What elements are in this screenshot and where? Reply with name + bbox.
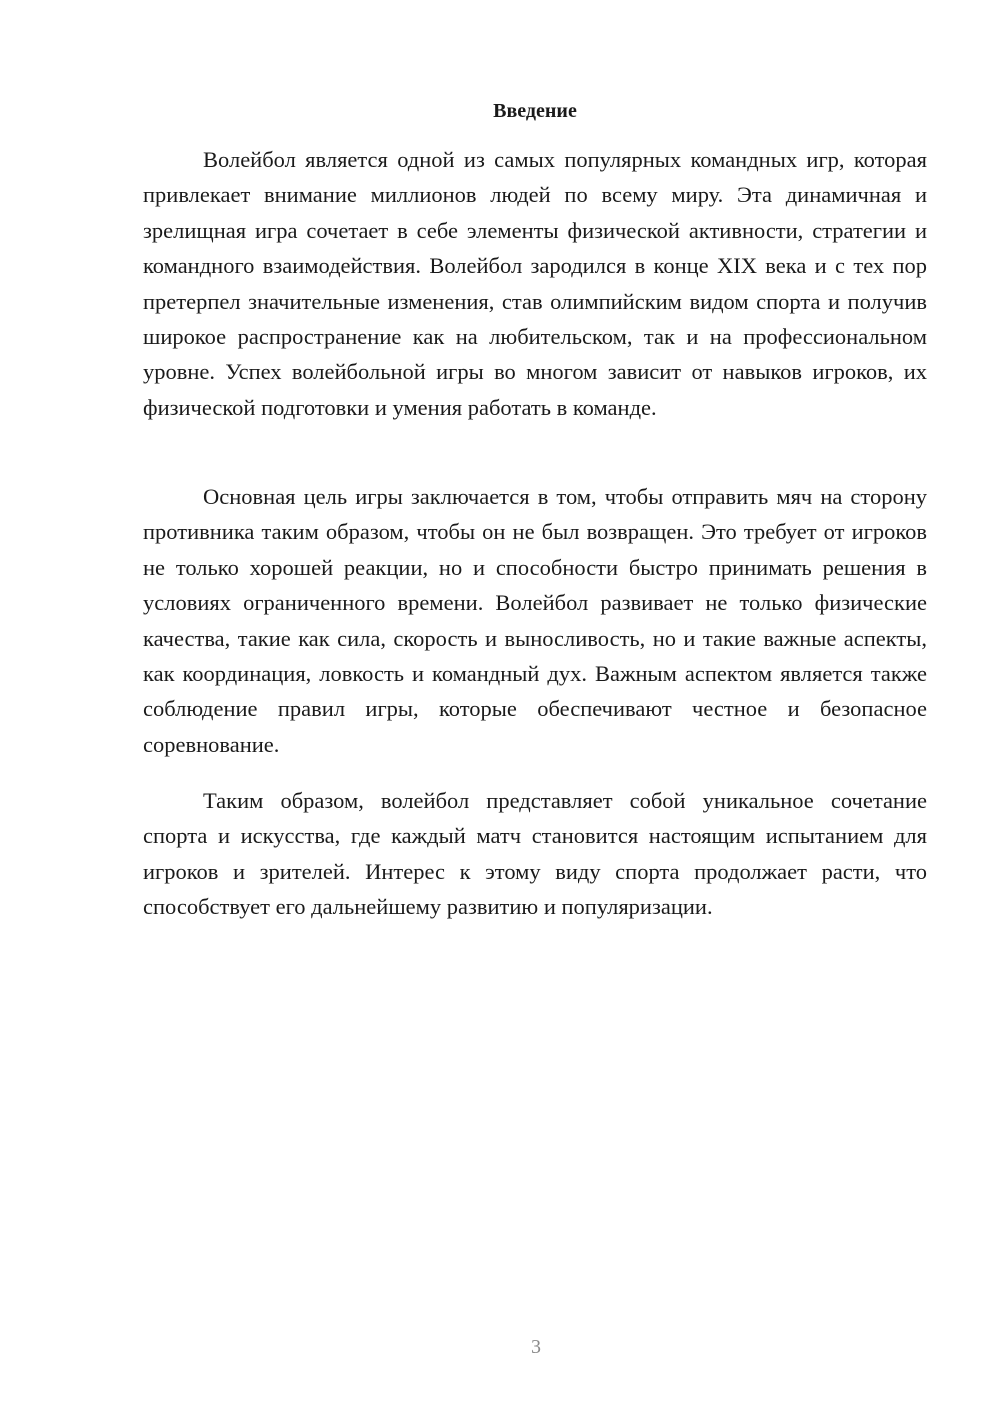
page-number: 3 <box>531 1336 541 1358</box>
paragraph-2: Основная цель игры заключается в том, чтобы отправить мяч на сторону противника таким образом, чтобы он не был возвращен. Это требует от игроков не только хорошей реакции, но и способности быстро принимать решения в условиях ограниченного времени. Волейбол развивает не только физические качества, такие как сила, скорость и выносливость, но и такие важные аспекты, как координация, ловкость и командный дух. Важным аспектом является также соблюдение правил игры, которые обеспечивают честное и безопасное соревнование. <box>143 484 927 757</box>
paragraph-3: Таким образом, волейбол представляет собой уникальное сочетание спорта и искусства, где каждый матч становится настоящим испытанием для игроков и зрителей. Интерес к этому виду спорта продолжает расти, что способствует его дальнейшему развитию и популяризации. <box>143 788 927 920</box>
paragraph-1: Волейбол является одной из самых популярных командных игр, которая привлекает внимание миллионов людей по всему миру. Эта динамичная и зрелищная игра сочетает в себе элементы физической активности, стратегии и командного взаимодействия. Волейбол зародился в конце XIX века и с тех пор претерпел значительные изменения, став олимпийским видом спорта и получив широкое распространение как на любительском, так и на профессиональном уровне. Успех волейбольной игры во многом зависит от навыков игроков, их физической подготовки и умения работать в команде. <box>143 147 927 420</box>
page-title: Введение <box>493 100 577 122</box>
